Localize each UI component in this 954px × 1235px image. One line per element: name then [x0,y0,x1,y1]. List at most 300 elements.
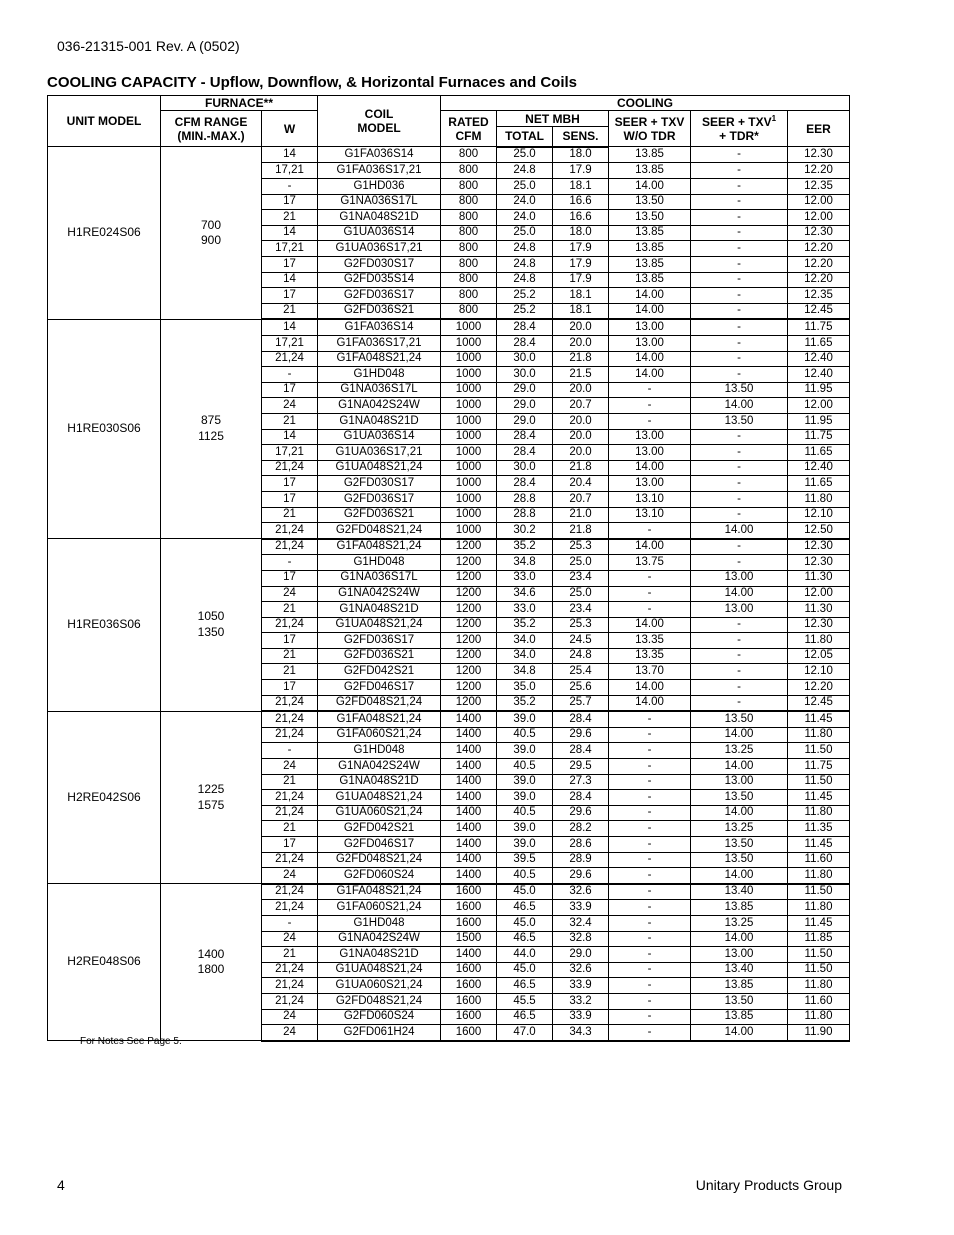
eer-cell: 11.65 [788,476,850,492]
coil-model-cell: G1HD048 [318,915,441,931]
total-mbh-cell: 24.0 [497,210,553,226]
total-mbh-cell: 35.2 [497,539,553,555]
seer-txv-tdr-cell: - [691,336,788,352]
page-number: 4 [57,1177,65,1193]
rated-cfm-cell: 800 [441,288,497,304]
eer-cell: 12.00 [788,194,850,210]
header-unit-model: UNIT MODEL [48,96,161,147]
w-cell: 17 [262,491,318,507]
seer-txv-tdr-cell: 13.50 [691,790,788,806]
rated-cfm-cell: 1000 [441,367,497,383]
seer-txv-cell: - [609,931,691,947]
seer-txv-tdr-cell: 14.00 [691,586,788,602]
total-mbh-cell: 29.0 [497,413,553,429]
seer-txv-tdr-cell: - [691,555,788,571]
notes-reference: For Notes See Page 5. [80,1036,182,1047]
coil-model-cell: G2FD036S17 [318,288,441,304]
coil-model-cell: G2FD036S17 [318,633,441,649]
seer-txv-tdr-cell: - [691,210,788,226]
w-cell: 21,24 [262,805,318,821]
coil-model-cell: G1NA036S17L [318,570,441,586]
total-mbh-cell: 40.5 [497,727,553,743]
eer-cell: 11.90 [788,1025,850,1041]
seer-txv-tdr-cell: 13.25 [691,743,788,759]
rated-cfm-cell: 1000 [441,413,497,429]
rated-cfm-cell: 1600 [441,962,497,978]
seer-txv-cell: - [609,602,691,618]
w-cell: 21 [262,821,318,837]
seer-txv-cell: - [609,821,691,837]
total-mbh-cell: 28.4 [497,476,553,492]
rated-cfm-cell: 1400 [441,774,497,790]
seer-txv-cell: 13.00 [609,319,691,335]
rated-cfm-cell: 1400 [441,837,497,853]
coil-model-cell: G1HD048 [318,555,441,571]
total-mbh-cell: 28.8 [497,507,553,523]
seer-txv-tdr-cell: 13.00 [691,947,788,963]
seer-txv-tdr-cell: 13.00 [691,570,788,586]
seer-txv-tdr-cell: - [691,225,788,241]
seer-txv-tdr-cell: 13.25 [691,821,788,837]
rated-cfm-cell: 1000 [441,319,497,335]
w-cell: - [262,743,318,759]
coil-model-cell: G1UA048S21,24 [318,460,441,476]
w-cell: 21 [262,664,318,680]
sens-mbh-cell: 25.3 [553,617,609,633]
sens-mbh-cell: 17.9 [553,272,609,288]
w-cell: 17 [262,257,318,273]
w-cell: 21,24 [262,978,318,994]
rated-cfm-cell: 800 [441,225,497,241]
seer-txv-tdr-cell: - [691,179,788,195]
seer-txv-cell: - [609,1025,691,1041]
eer-cell: 11.65 [788,445,850,461]
sens-mbh-cell: 25.0 [553,586,609,602]
coil-model-cell: G1FA048S21,24 [318,351,441,367]
sens-mbh-cell: 20.7 [553,398,609,414]
sens-mbh-cell: 20.0 [553,429,609,445]
sens-mbh-cell: 21.5 [553,367,609,383]
rated-cfm-cell: 1200 [441,680,497,696]
sens-mbh-cell: 29.6 [553,805,609,821]
rated-cfm-cell: 800 [441,147,497,163]
coil-model-cell: G2FD060S24 [318,868,441,884]
w-cell: 17 [262,194,318,210]
unit-model-cell: H2RE042S06 [48,711,161,884]
coil-model-cell: G2FD048S21,24 [318,993,441,1009]
eer-cell: 11.85 [788,931,850,947]
unit-model-cell: H2RE048S06 [48,884,161,1041]
rated-cfm-cell: 1600 [441,978,497,994]
seer-txv-tdr-cell: 14.00 [691,727,788,743]
coil-model-cell: G2FD046S17 [318,680,441,696]
seer-txv-cell: - [609,790,691,806]
cfm-range-cell: 1225 1575 [161,711,262,884]
seer-txv-cell: - [609,759,691,775]
rated-cfm-cell: 1400 [441,947,497,963]
seer-txv-tdr-cell: 14.00 [691,1025,788,1041]
w-cell: - [262,367,318,383]
coil-model-cell: G1NA048S21D [318,210,441,226]
w-cell: 24 [262,868,318,884]
seer-txv-cell: - [609,868,691,884]
eer-cell: 12.30 [788,617,850,633]
total-mbh-cell: 46.5 [497,900,553,916]
eer-cell: 12.20 [788,272,850,288]
w-cell: 21 [262,648,318,664]
seer-txv-tdr-cell: 14.00 [691,759,788,775]
header-sens: SENS. [553,127,609,147]
seer-txv-cell: - [609,523,691,539]
table-row [48,884,850,900]
rated-cfm-cell: 1600 [441,993,497,1009]
rated-cfm-cell: 1400 [441,727,497,743]
rated-cfm-cell: 800 [441,163,497,179]
sens-mbh-cell: 24.8 [553,648,609,664]
coil-model-cell: G2FD036S17 [318,491,441,507]
seer-txv-tdr-cell: - [691,648,788,664]
rated-cfm-cell: 1000 [441,445,497,461]
rated-cfm-cell: 1400 [441,759,497,775]
w-cell: 24 [262,1025,318,1041]
rated-cfm-cell: 1200 [441,695,497,711]
eer-cell: 11.50 [788,743,850,759]
eer-cell: 11.50 [788,947,850,963]
sens-mbh-cell: 25.4 [553,664,609,680]
total-mbh-cell: 45.0 [497,962,553,978]
coil-model-cell: G2FD042S21 [318,664,441,680]
coil-model-cell: G1FA060S21,24 [318,727,441,743]
sens-mbh-cell: 32.6 [553,962,609,978]
eer-cell: 11.80 [788,805,850,821]
seer-txv-tdr-cell: - [691,163,788,179]
total-mbh-cell: 46.5 [497,931,553,947]
rated-cfm-cell: 800 [441,179,497,195]
rated-cfm-cell: 1200 [441,602,497,618]
seer-txv-cell: - [609,586,691,602]
sens-mbh-cell: 23.4 [553,602,609,618]
seer-txv-cell: - [609,727,691,743]
w-cell: 21,24 [262,523,318,539]
sens-mbh-cell: 17.9 [553,163,609,179]
rated-cfm-cell: 1200 [441,570,497,586]
sens-mbh-cell: 20.4 [553,476,609,492]
eer-cell: 11.60 [788,852,850,868]
sens-mbh-cell: 33.9 [553,978,609,994]
total-mbh-cell: 34.8 [497,555,553,571]
w-cell: 21,24 [262,539,318,555]
eer-cell: 11.75 [788,319,850,335]
eer-cell: 11.45 [788,790,850,806]
seer-txv-tdr-cell: 13.40 [691,962,788,978]
rated-cfm-cell: 1200 [441,617,497,633]
seer-txv-tdr-cell: - [691,507,788,523]
header-w: W [262,111,318,147]
seer-txv-tdr-cell: - [691,429,788,445]
header-seer-txv: SEER + TXV W/O TDR [609,111,691,147]
w-cell: 17 [262,570,318,586]
seer-txv-cell: 13.10 [609,491,691,507]
seer-txv-cell: 13.85 [609,241,691,257]
eer-cell: 11.45 [788,837,850,853]
header-rated-cfm: RATED CFM [441,111,497,147]
w-cell: 21 [262,602,318,618]
eer-cell: 12.00 [788,398,850,414]
coil-model-cell: G2FD048S21,24 [318,695,441,711]
eer-cell: 11.75 [788,759,850,775]
seer-txv-tdr-cell: - [691,460,788,476]
seer-txv-tdr-cell: - [691,288,788,304]
cfm-range-cell: 875 1125 [161,319,262,538]
seer-txv-tdr-cell: 13.50 [691,413,788,429]
eer-cell: 12.35 [788,288,850,304]
total-mbh-cell: 39.0 [497,837,553,853]
rated-cfm-cell: 800 [441,210,497,226]
seer-txv-cell: 14.00 [609,460,691,476]
seer-txv-tdr-cell: 13.85 [691,1009,788,1025]
rated-cfm-cell: 800 [441,194,497,210]
w-cell: 21,24 [262,617,318,633]
seer-txv-cell: 13.00 [609,336,691,352]
coil-model-cell: G1FA036S14 [318,147,441,163]
seer-txv-cell: 14.00 [609,351,691,367]
sens-mbh-cell: 32.6 [553,884,609,900]
table-body [48,147,850,1041]
seer-txv-tdr-cell: - [691,476,788,492]
w-cell: 21,24 [262,852,318,868]
eer-cell: 12.30 [788,147,850,163]
seer-txv-tdr-cell: - [691,272,788,288]
unit-model-cell: H1RE036S06 [48,539,161,712]
eer-cell: 11.80 [788,1009,850,1025]
rated-cfm-cell: 1200 [441,586,497,602]
rated-cfm-cell: 1000 [441,523,497,539]
sens-mbh-cell: 20.0 [553,319,609,335]
eer-cell: 11.80 [788,900,850,916]
coil-model-cell: G2FD048S21,24 [318,852,441,868]
seer-txv-cell: 14.00 [609,695,691,711]
total-mbh-cell: 24.8 [497,257,553,273]
w-cell: 21,24 [262,900,318,916]
coil-model-cell: G2FD036S21 [318,507,441,523]
total-mbh-cell: 40.5 [497,759,553,775]
rated-cfm-cell: 800 [441,257,497,273]
sens-mbh-cell: 27.3 [553,774,609,790]
eer-cell: 12.10 [788,664,850,680]
eer-cell: 11.95 [788,413,850,429]
w-cell: 14 [262,272,318,288]
total-mbh-cell: 24.0 [497,194,553,210]
sens-mbh-cell: 18.0 [553,225,609,241]
seer-txv-tdr-cell: - [691,539,788,555]
seer-txv-cell: 14.00 [609,179,691,195]
coil-model-cell: G1FA036S14 [318,319,441,335]
sens-mbh-cell: 25.7 [553,695,609,711]
total-mbh-cell: 35.2 [497,617,553,633]
total-mbh-cell: 30.0 [497,460,553,476]
seer-txv-cell: 13.85 [609,225,691,241]
seer-txv-cell: 13.75 [609,555,691,571]
rated-cfm-cell: 1200 [441,539,497,555]
total-mbh-cell: 39.0 [497,711,553,727]
w-cell: 14 [262,225,318,241]
seer-txv-tdr-cell: - [691,194,788,210]
total-mbh-cell: 47.0 [497,1025,553,1041]
total-mbh-cell: 24.8 [497,241,553,257]
total-mbh-cell: 34.8 [497,664,553,680]
total-mbh-cell: 28.8 [497,491,553,507]
eer-cell: 12.40 [788,351,850,367]
total-mbh-cell: 30.0 [497,351,553,367]
rated-cfm-cell: 1000 [441,507,497,523]
rated-cfm-cell: 1600 [441,1025,497,1041]
seer-txv-cell: 13.85 [609,272,691,288]
coil-model-cell: G1NA042S24W [318,586,441,602]
rated-cfm-cell: 800 [441,241,497,257]
seer-txv-cell: 13.35 [609,648,691,664]
coil-model-cell: G2FD030S17 [318,257,441,273]
sens-mbh-cell: 17.9 [553,241,609,257]
total-mbh-cell: 25.0 [497,147,553,163]
rated-cfm-cell: 1600 [441,884,497,900]
w-cell: 21,24 [262,711,318,727]
coil-model-cell: G1HD048 [318,367,441,383]
total-mbh-cell: 35.2 [497,695,553,711]
eer-cell: 11.50 [788,962,850,978]
coil-model-cell: G2FD060S24 [318,1009,441,1025]
total-mbh-cell: 34.0 [497,633,553,649]
sens-mbh-cell: 28.4 [553,711,609,727]
w-cell: 24 [262,1009,318,1025]
eer-cell: 11.45 [788,711,850,727]
total-mbh-cell: 33.0 [497,570,553,586]
table-row [48,711,850,727]
sens-mbh-cell: 33.9 [553,1009,609,1025]
eer-cell: 12.20 [788,163,850,179]
header-cfm-range: CFM RANGE (MIN.-MAX.) [161,111,262,147]
w-cell: 21 [262,774,318,790]
sens-mbh-cell: 32.8 [553,931,609,947]
total-mbh-cell: 44.0 [497,947,553,963]
header-seer-txv-tdr: SEER + $TXV^1$ + TDR* [691,111,788,147]
coil-model-cell: G2FD036S21 [318,648,441,664]
seer-txv-tdr-cell: 13.00 [691,774,788,790]
w-cell: 17 [262,382,318,398]
rated-cfm-cell: 1000 [441,351,497,367]
rated-cfm-cell: 1000 [441,336,497,352]
w-cell: 21,24 [262,884,318,900]
seer-txv-tdr-cell: - [691,319,788,335]
w-cell: 21,24 [262,962,318,978]
seer-txv-cell: - [609,915,691,931]
rated-cfm-cell: 1600 [441,915,497,931]
total-mbh-cell: 25.2 [497,303,553,319]
header-total: TOTAL [497,127,553,147]
rated-cfm-cell: 1000 [441,460,497,476]
eer-cell: 11.30 [788,570,850,586]
eer-cell: 11.75 [788,429,850,445]
w-cell: 17,21 [262,336,318,352]
coil-model-cell: G2FD046S17 [318,837,441,853]
rated-cfm-cell: 1500 [441,931,497,947]
eer-cell: 12.05 [788,648,850,664]
seer-txv-cell: 13.50 [609,194,691,210]
w-cell: 21 [262,947,318,963]
w-cell: 21,24 [262,460,318,476]
w-cell: 21 [262,507,318,523]
seer-txv-cell: - [609,978,691,994]
sens-mbh-cell: 32.4 [553,915,609,931]
coil-model-cell: G1FA048S21,24 [318,711,441,727]
eer-cell: 12.45 [788,695,850,711]
cfm-range-cell: 700 900 [161,147,262,320]
seer-txv-cell: 13.85 [609,257,691,273]
table-row [48,319,850,335]
footer-organization: Unitary Products Group [695,1177,842,1193]
w-cell: 14 [262,429,318,445]
coil-model-cell: G1NA048S21D [318,774,441,790]
sens-mbh-cell: 16.6 [553,210,609,226]
seer-txv-cell: - [609,900,691,916]
rated-cfm-cell: 1000 [441,476,497,492]
total-mbh-cell: 35.0 [497,680,553,696]
w-cell: 21 [262,210,318,226]
seer-txv-cell: - [609,743,691,759]
header-net-mbh: NET MBH [497,111,609,127]
seer-txv-cell: 13.00 [609,445,691,461]
coil-model-cell: G1NA042S24W [318,931,441,947]
sens-mbh-cell: 28.4 [553,790,609,806]
seer-txv-tdr-cell: 14.00 [691,931,788,947]
coil-model-cell: G2FD042S21 [318,821,441,837]
sens-mbh-cell: 18.1 [553,288,609,304]
total-mbh-cell: 46.5 [497,978,553,994]
seer-txv-cell: 14.00 [609,367,691,383]
eer-cell: 11.65 [788,336,850,352]
seer-txv-tdr-cell: - [691,367,788,383]
sens-mbh-cell: 28.6 [553,837,609,853]
rated-cfm-cell: 1200 [441,648,497,664]
eer-cell: 12.50 [788,523,850,539]
sens-mbh-cell: 18.0 [553,147,609,163]
eer-cell: 12.30 [788,539,850,555]
seer-txv-cell: 13.10 [609,507,691,523]
sens-mbh-cell: 18.1 [553,179,609,195]
document-id: 036-21315-001 Rev. A (0502) [57,38,240,54]
rated-cfm-cell: 1200 [441,555,497,571]
seer-txv-tdr-cell: 13.85 [691,978,788,994]
seer-txv-cell: - [609,962,691,978]
sens-mbh-cell: 29.6 [553,727,609,743]
seer-txv-tdr-cell: - [691,664,788,680]
rated-cfm-cell: 800 [441,272,497,288]
rated-cfm-cell: 1000 [441,398,497,414]
cooling-capacity-table [47,95,850,1042]
seer-txv-tdr-cell: - [691,680,788,696]
rated-cfm-cell: 1000 [441,382,497,398]
w-cell: 17,21 [262,445,318,461]
seer-txv-tdr-cell: 13.25 [691,915,788,931]
coil-model-cell: G1UA036S14 [318,429,441,445]
rated-cfm-cell: 1400 [441,790,497,806]
w-cell: 24 [262,759,318,775]
sens-mbh-cell: 21.8 [553,351,609,367]
header-eer: EER [788,111,850,147]
seer-txv-tdr-cell: 13.50 [691,993,788,1009]
total-mbh-cell: 25.0 [497,225,553,241]
eer-cell: 11.45 [788,915,850,931]
total-mbh-cell: 39.5 [497,852,553,868]
